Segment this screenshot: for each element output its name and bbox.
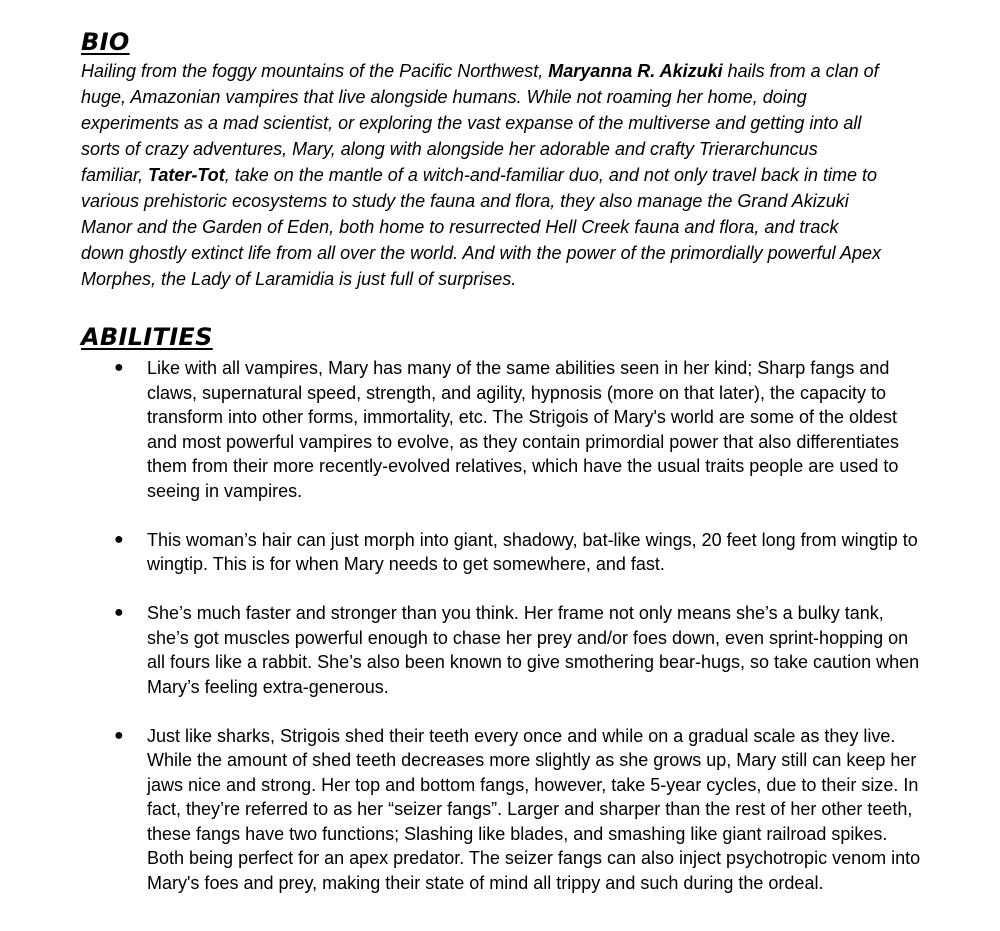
ability-text: She’s much faster and stronger than you think. Her frame not only means she’s a bulky tank, she’s got muscles powerful enough to chase her prey and/or foes down, even sprint-hopping on all fours like a rabbit. She’s also been known to give smothering bear-hugs, so take caution when Mary’s feeling extra-generous. bbox=[147, 603, 920, 697]
ability-text: This woman’s hair can just morph into giant, shadowy, bat-like wings, 20 feet long from wingtip to wingtip. This is for when Mary needs to get somewhere, and fast. bbox=[147, 529, 918, 574]
ability-item bbox=[81, 601, 961, 699]
bio-ending: , take on the mantle of a witch-and-familiar duo, and not only travel back in time to various prehistoric ecosystems to study the fauna and flora, they also manage the Grand Akizuki Manor and the Garden of Eden, both home to resurrected Hell Creek fauna and flora, and track down ghostly extinct life from all over the world. And with the power of the primordially powerful Apex Morphes, the Lady of Laramidia is just full of surprises. bbox=[81, 165, 882, 289]
abilities-heading: ABILITIES bbox=[81, 323, 213, 351]
bullet-icon: ● bbox=[114, 530, 124, 548]
bullet-icon: ● bbox=[114, 359, 124, 376]
abilities-list bbox=[81, 356, 961, 895]
ability-item bbox=[81, 528, 961, 577]
bio-intro: Hailing from the foggy mountains of the Pacific Northwest, bbox=[81, 61, 549, 81]
bio-middle: hails from a clan of huge, Amazonian vampires that live alongside humans. While not roaming her home, doing experiments as a mad scientist, or exploring the vast expanse of the multiverse and getting into all sorts of crazy adventures, Mary, along with alongside her adorable and crafty Trierarchuncus familiar, bbox=[81, 61, 879, 185]
familiar-name: Tater-Tot bbox=[148, 165, 225, 185]
bullet-icon: ● bbox=[114, 604, 124, 621]
bio-paragraph bbox=[81, 58, 961, 292]
ability-item bbox=[81, 724, 961, 896]
character-name: Maryanna R. Akizuki bbox=[548, 61, 723, 81]
ability-text: Just like sharks, Strigois shed their teeth every once and while on a gradual scale as they live. While the amount of shed teeth decreases more slightly as she grows up, Mary still can keep her jaws nice and strong. Her top and bottom fangs, however, take 5-year cycles, due to their size. In fact, they’re referred to as her “seizer fangs”. Larger and sharper than the rest of her other teeth, these fangs have two functions; Slashing like blades, and smashing like giant railroad spikes. Both being perfect for an apex predator. The seizer fangs can also inject psychotropic venom into Mary's foes and prey, making their state of mind all trippy and such during the ordeal. bbox=[147, 725, 921, 893]
bullet-icon: ● bbox=[114, 726, 124, 744]
bio-heading: BIO bbox=[81, 28, 130, 56]
ability-text: Like with all vampires, Mary has many of the same abilities seen in her kind; Sharp fangs and claws, supernatural speed, strength, and agility, hypnosis (more on that later), the capacity to transform into other forms, immortality, etc. The Strigois of Mary's world are some of the oldest and most powerful vampires to evolve, as they contain primordial power that also differentiates them from their more recently-evolved relatives, which have the usual traits people are used to seeing in vampires. bbox=[147, 358, 900, 501]
ability-item bbox=[81, 356, 961, 503]
document-page bbox=[81, 26, 961, 920]
